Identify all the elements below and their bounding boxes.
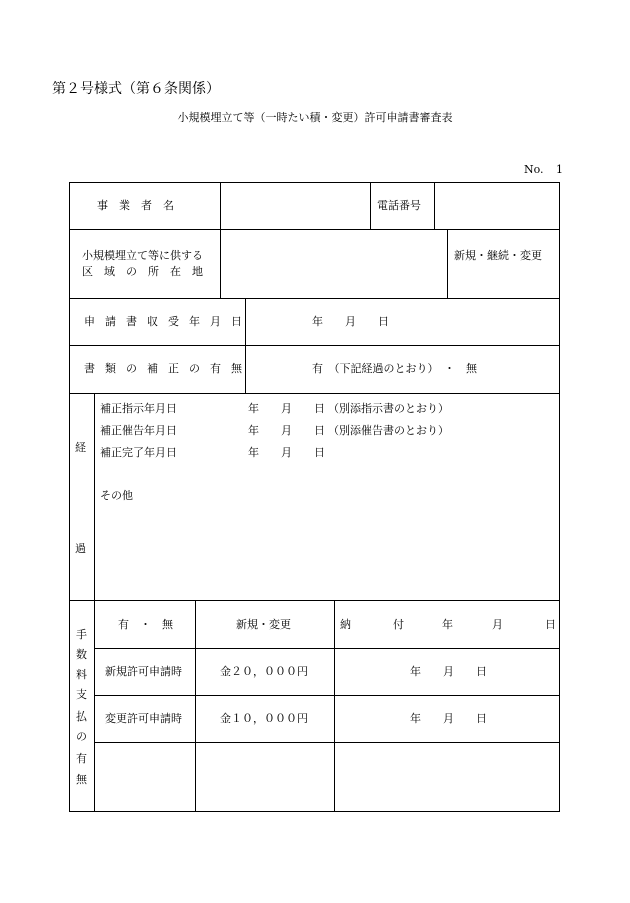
rule-fee3 (94, 742, 560, 743)
progress-label-top: 経 (75, 441, 86, 454)
change-permit-amount: 金１０，０００円 (220, 712, 308, 725)
location-label-line2: 区 域 の 所 在 地 (82, 265, 203, 278)
fee-side-char: 払 (76, 710, 87, 723)
location-label-line1: 小規模埋立て等に供する (82, 249, 203, 262)
form-title: 小規模埋立て等（一時たい積・変更）許可申請書審査表 (177, 111, 453, 124)
correction-value: 有 （下記経過のとおり） ・ 無 (312, 362, 477, 375)
payment-header-char: 日 (545, 618, 556, 631)
rule-col-a (220, 182, 221, 298)
fee-side-char: 数 (76, 648, 87, 661)
rule-fee2 (94, 695, 560, 696)
fee-side-char: 手 (76, 628, 87, 641)
correction-reminder-label: 補正催告年月日 (100, 424, 177, 437)
fee-side-char: 無 (76, 773, 87, 786)
new-permit-label: 新規許可申請時 (105, 665, 182, 678)
fee-yes-no-header: 有 ・ 無 (118, 618, 173, 631)
document-number-label: No. (524, 163, 544, 176)
new-permit-payment-date: 年 月 日 (410, 665, 487, 678)
rule-col-c (434, 182, 435, 229)
change-permit-label: 変更許可申請時 (105, 712, 182, 725)
fee-type-header: 新規・変更 (236, 618, 291, 631)
rule-row4 (69, 393, 560, 394)
operator-name-label: 事 業 者 名 (97, 199, 174, 212)
correction-order-note: （別添指示書のとおり） (328, 402, 449, 415)
correction-order-label: 補正指示年月日 (100, 402, 177, 415)
other-label: その他 (100, 489, 133, 502)
rule-col-f (94, 393, 95, 812)
payment-header-char: 年 (442, 618, 453, 631)
fee-side-char: 料 (76, 668, 87, 681)
document-number-value: 1 (556, 163, 563, 176)
rule-row1 (69, 229, 560, 230)
phone-label: 電話番号 (377, 199, 421, 212)
rule-col-d (447, 229, 448, 298)
received-date-label: 申請書収受年月日 (84, 315, 252, 328)
received-date-value: 年 月 日 (312, 315, 389, 328)
payment-header-char: 月 (492, 618, 503, 631)
payment-header-char: 納 (340, 618, 351, 631)
progress-label-bottom: 過 (75, 542, 86, 555)
rule-row5 (69, 600, 560, 601)
rule-col-e (245, 298, 246, 393)
change-permit-payment-date: 年 月 日 (410, 712, 487, 725)
form-number: 第２号様式（第６条関係） (52, 81, 220, 97)
rule-col-b (370, 182, 371, 229)
fee-side-char: 有 (76, 752, 87, 765)
correction-label: 書類の補正の有無 (84, 362, 252, 375)
rule-fee1 (94, 648, 560, 649)
new-permit-amount: 金２０，０００円 (220, 665, 308, 678)
rule-row2 (69, 298, 560, 299)
correction-reminder-note: （別添催告書のとおり） (328, 424, 449, 437)
location-type-options: 新規・継続・変更 (454, 249, 542, 262)
correction-order-date: 年 月 日 (248, 402, 325, 415)
correction-complete-date: 年 月 日 (248, 446, 325, 459)
correction-reminder-date: 年 月 日 (248, 424, 325, 437)
rule-col-g (195, 600, 196, 812)
correction-complete-label: 補正完了年月日 (100, 446, 177, 459)
payment-header-char: 付 (393, 618, 404, 631)
fee-side-char: 支 (76, 688, 87, 701)
rule-col-h (334, 600, 335, 812)
fee-side-char: の (76, 730, 87, 743)
rule-row3 (69, 345, 560, 346)
